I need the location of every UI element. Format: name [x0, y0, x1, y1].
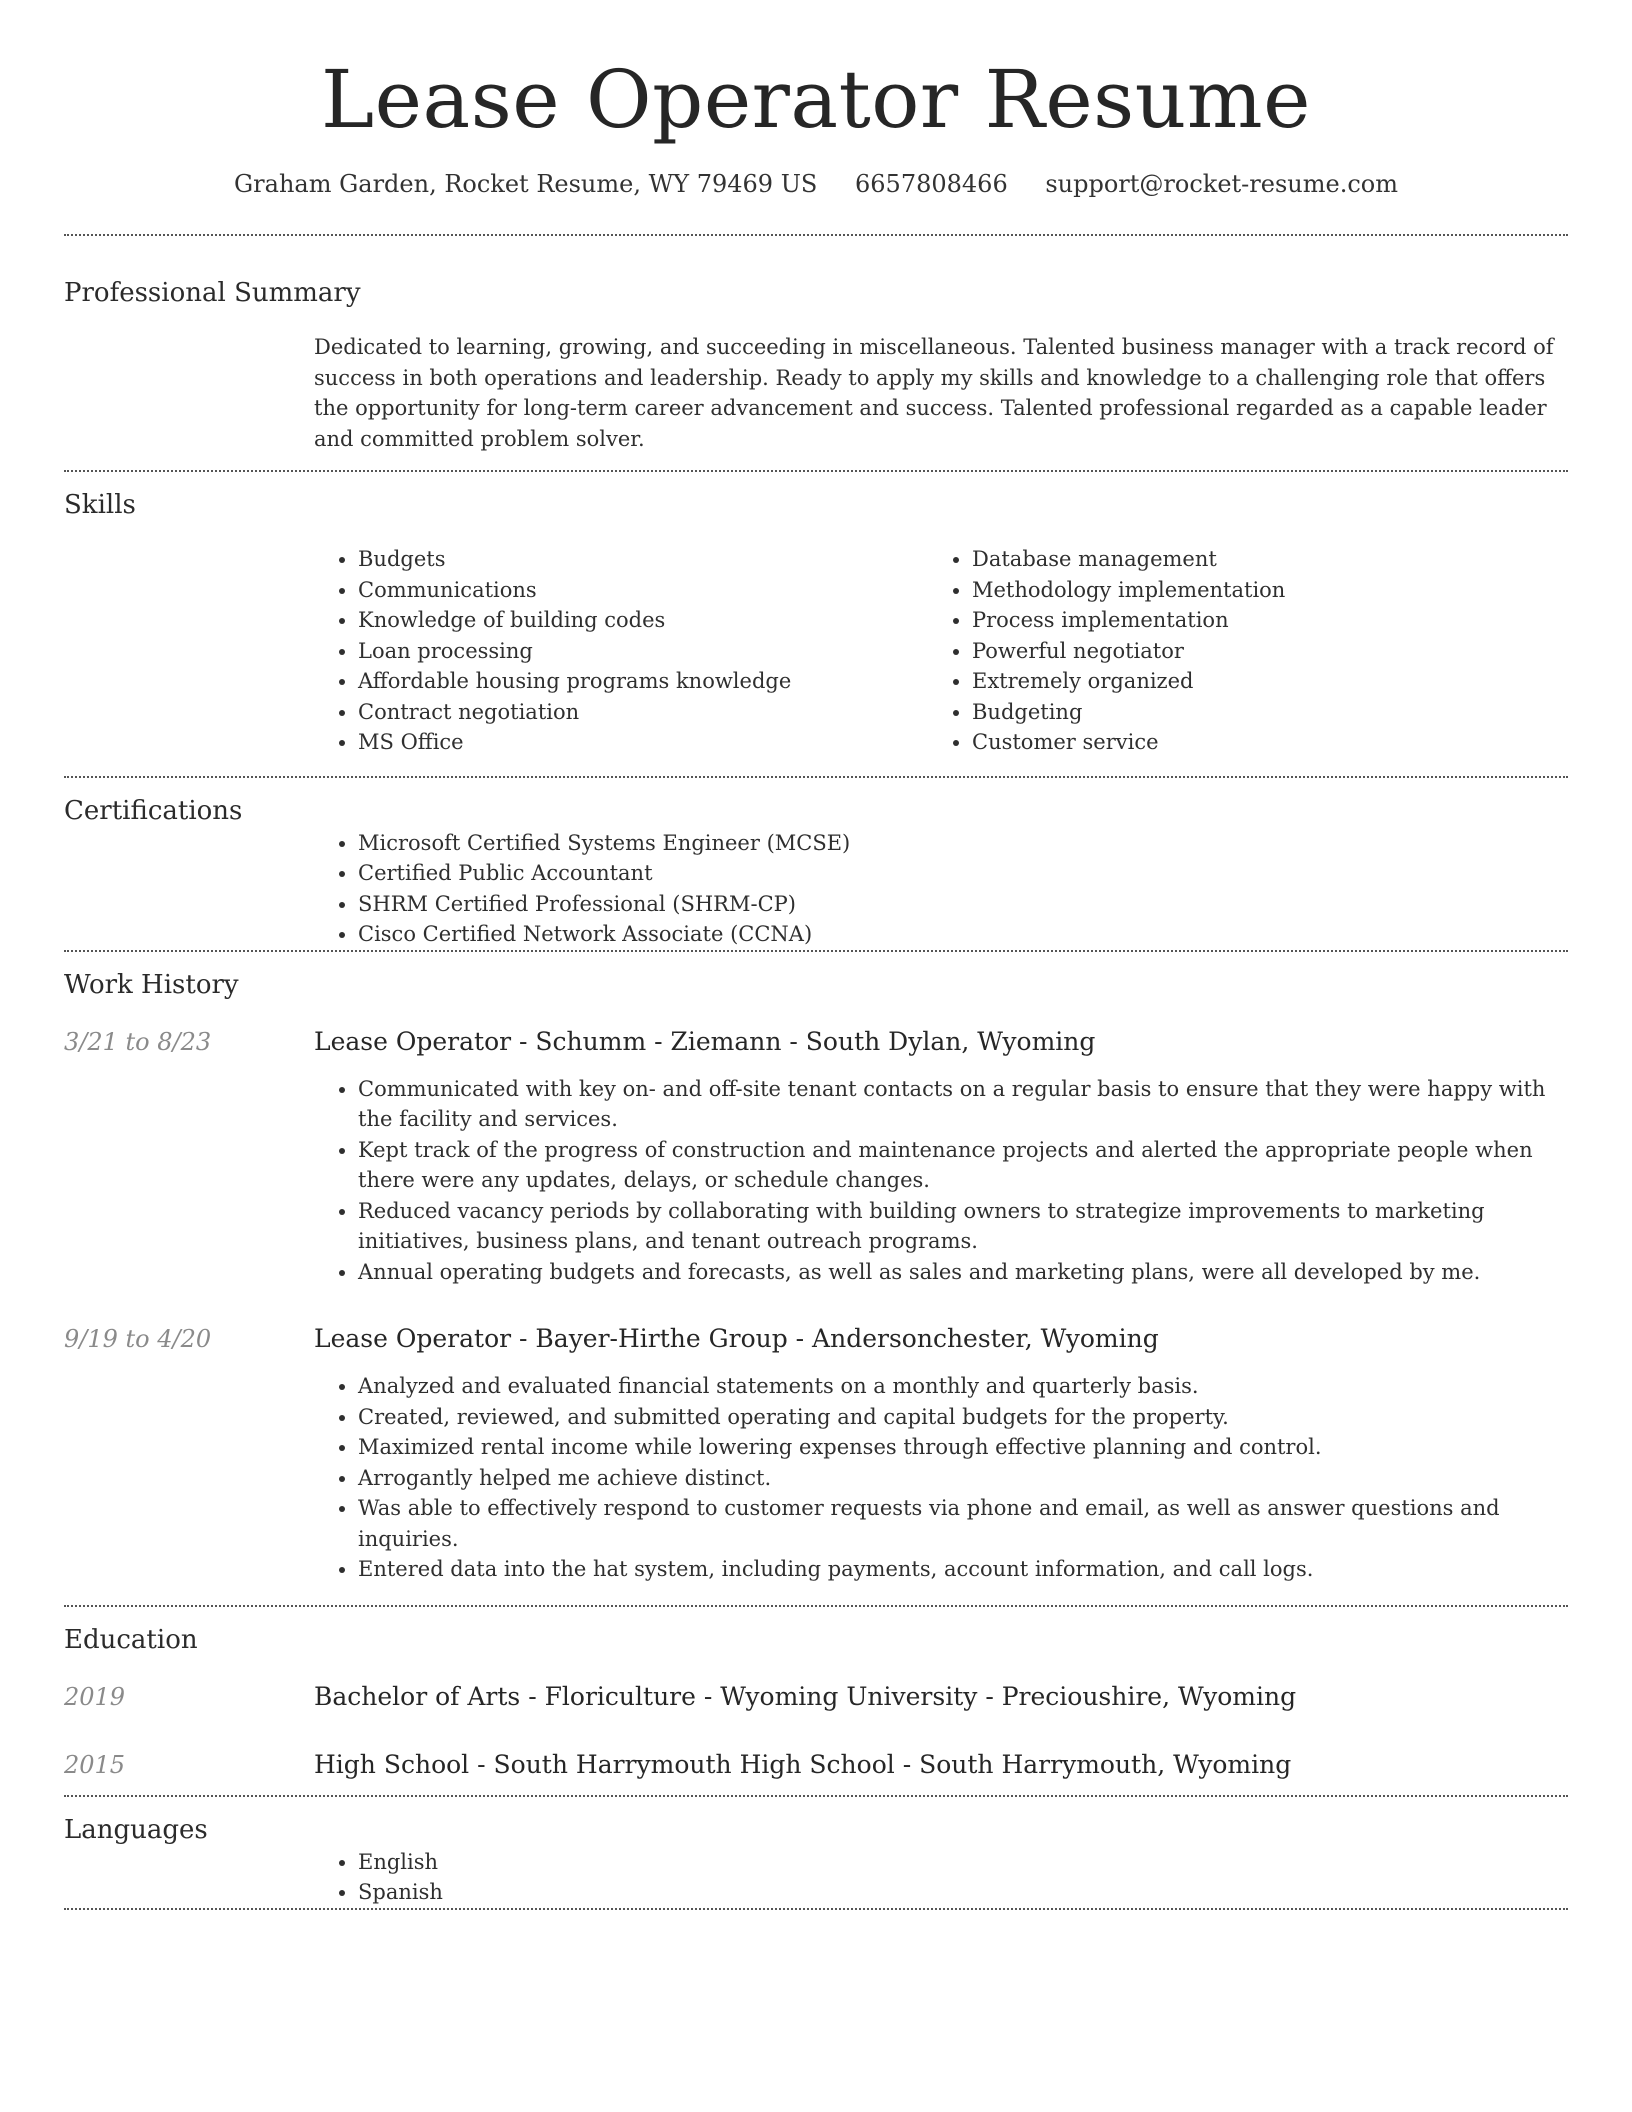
list-item: • Microsoft Certified Systems Engineer (MCSE): [358, 828, 1568, 859]
list-item: • Loan processing: [358, 636, 928, 667]
education-entry: [64, 1749, 1568, 1781]
list-item: • Affordable housing programs knowledge: [358, 666, 928, 697]
list-item: • Kept track of the progress of construction and maintenance projects and alerted the appropriate people when there were any updates, delays, or schedule changes.: [358, 1135, 1568, 1196]
skills-list-left: [314, 544, 928, 758]
list-item: • Reduced vacancy periods by collaborating with building owners to strategize improvements to marketing initiatives, business plans, and tenant outreach programs.: [358, 1196, 1568, 1257]
skills-list-right: [928, 544, 1542, 758]
list-item: • Arrogantly helped me achieve distinct.: [358, 1463, 1568, 1494]
contact-phone: 6657808466: [855, 170, 1008, 198]
contact-address: Graham Garden, Rocket Resume, WY 79469 US: [234, 170, 818, 198]
summary-text: Dedicated to learning, growing, and succeeding in miscellaneous. Talented business manager with a track record of success in both operations and leadership. Ready to apply my skills and knowledge to a challenging role that offers the opportunity for long-term career advancement and success. Talented professional regarded as a capable leader and committed problem solver.: [314, 335, 1554, 451]
list-item: • Entered data into the hat system, including payments, account information, and call logs.: [358, 1554, 1568, 1585]
list-item: • Communicated with key on- and off-site tenant contacts on a regular basis to ensure that they were happy with the facility and services.: [358, 1074, 1568, 1135]
certifications-list: [314, 828, 1568, 950]
list-item: • Cisco Certified Network Associate (CCNA): [358, 919, 1568, 950]
list-item: • Maximized rental income while lowering expenses through effective planning and control.: [358, 1432, 1568, 1463]
job-entry: [64, 1026, 1568, 1288]
list-item: • Budgets: [358, 544, 928, 575]
list-item: • Methodology implementation: [972, 575, 1542, 606]
job-dates: 9/19 to 4/20: [64, 1325, 212, 1353]
job-dates: 3/21 to 8/23: [64, 1027, 212, 1056]
contact-line: [64, 168, 1568, 200]
section-heading: Languages: [64, 1814, 208, 1845]
divider: [64, 1908, 1568, 1910]
education-text: High School - South Harrymouth High School - South Harrymouth, Wyoming: [314, 1749, 1292, 1779]
list-item: • English: [358, 1847, 1568, 1878]
skills-section: [64, 472, 1568, 758]
list-item: • Process implementation: [972, 605, 1542, 636]
list-item: • Was able to effectively respond to customer requests via phone and email, as well as answer questions and inquiries.: [358, 1493, 1568, 1554]
list-item: • Extremely organized: [972, 666, 1542, 697]
job-entry: [64, 1323, 1568, 1585]
section-heading: Certifications: [64, 795, 243, 826]
list-item: • Spanish: [358, 1877, 1568, 1908]
section-heading: Work History: [64, 969, 239, 1000]
work-history-section: [64, 952, 1568, 1605]
list-item: • Annual operating budgets and forecasts, as well as sales and marketing plans, were all developed by me.: [358, 1257, 1568, 1288]
list-item: • Powerful negotiator: [972, 636, 1542, 667]
job-bullets: [314, 1074, 1568, 1288]
education-section: [64, 1607, 1568, 1795]
section-heading: Education: [64, 1624, 198, 1655]
summary-section: [64, 236, 1568, 454]
job-bullets: [314, 1371, 1568, 1585]
list-item: • Customer service: [972, 727, 1542, 758]
list-item: • Budgeting: [972, 697, 1542, 728]
list-item: • MS Office: [358, 727, 928, 758]
list-item: • Analyzed and evaluated financial statements on a monthly and quarterly basis.: [358, 1371, 1568, 1402]
list-item: • Communications: [358, 575, 928, 606]
languages-section: [64, 1797, 1568, 1908]
list-item: • Database management: [972, 544, 1542, 575]
languages-list: [314, 1847, 1568, 1908]
education-year: 2015: [64, 1750, 126, 1779]
education-year: 2019: [64, 1682, 126, 1711]
list-item: • SHRM Certified Professional (SHRM-CP): [358, 889, 1568, 920]
section-heading: Professional Summary: [64, 278, 361, 308]
education-entry: [64, 1681, 1568, 1713]
contact-email: support@rocket-resume.com: [1045, 170, 1398, 198]
list-item: • Knowledge of building codes: [358, 605, 928, 636]
job-heading: Lease Operator - Schumm - Ziemann - South Dylan, Wyoming: [314, 1026, 1096, 1056]
education-text: Bachelor of Arts - Floriculture - Wyoming University - Precioushire, Wyoming: [314, 1681, 1297, 1711]
page-title: Lease Operator Resume: [321, 53, 1311, 146]
list-item: • Certified Public Accountant: [358, 858, 1568, 889]
list-item: • Created, reviewed, and submitted operating and capital budgets for the property.: [358, 1402, 1568, 1433]
job-heading: Lease Operator - Bayer-Hirthe Group - Andersonchester, Wyoming: [314, 1324, 1159, 1353]
certifications-section: [64, 778, 1568, 950]
section-heading: Skills: [64, 490, 136, 520]
list-item: • Contract negotiation: [358, 697, 928, 728]
